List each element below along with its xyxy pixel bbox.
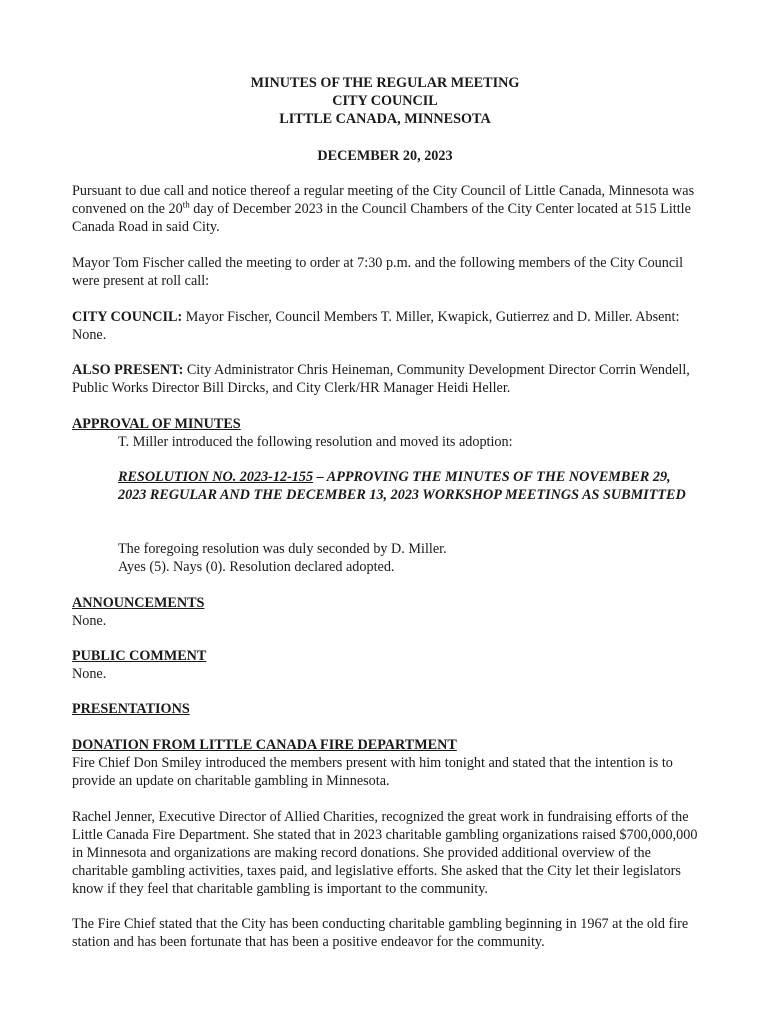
intro-text-end: day of December 2023 in the Council Chambers of the City Center located at 515 Little Canada Road in said City. [72,201,691,235]
donation-heading: DONATION FROM LITTLE CANADA FIRE DEPARTMENT [72,737,457,753]
call-to-order-paragraph: Mayor Tom Fischer called the meeting to order at 7:30 p.m. and the following members of the City Council were present at roll call: [72,255,684,289]
header-location: LITTLE CANADA, MINNESOTA [279,111,491,127]
resolution-number: RESOLUTION NO. 2023-12-155 [118,469,314,485]
announcements-text: None. [72,613,107,629]
resolution-seconded: The foregoing resolution was duly seconded by D. Miller. [118,541,447,557]
announcements-heading: ANNOUNCEMENTS [72,595,205,611]
also-present-paragraph [72,361,702,397]
resolution-block [118,468,698,504]
meeting-date: DECEMBER 20, 2023 [317,148,453,164]
resolution-text: – APPROVING THE MINUTES OF THE NOVEMBER 29, 2023 REGULAR AND THE DECEMBER 13, 2023 WORKSHOP MEETINGS AS SUBMITTED [118,469,686,503]
donation-paragraph-1: Fire Chief Don Smiley introduced the members present with him tonight and stated that the intention is to provide an update on charitable gambling in Minnesota. [72,755,673,789]
city-council-label: CITY COUNCIL: [72,309,183,325]
city-council-text: Mayor Fischer, Council Members T. Miller, Kwapick, Gutierrez and D. Miller. Absent: None. [72,309,680,343]
header-body: CITY COUNCIL [332,93,438,109]
city-council-paragraph [72,308,702,344]
document-header [0,74,770,128]
also-present-text: City Administrator Chris Heineman, Community Development Director Corrin Wendell, Public Works Director Bill Dircks, and City Clerk/HR Manager Heidi Heller. [72,362,690,396]
presentations-heading: PRESENTATIONS [72,701,190,717]
also-present-label: ALSO PRESENT: [72,362,184,378]
resolution-vote: Ayes (5). Nays (0). Resolution declared adopted. [118,559,395,575]
public-comment-text: None. [72,666,107,682]
donation-paragraph-3: The Fire Chief stated that the City has been conducting charitable gambling beginning in 1967 at the old fire station and has been fortunate that has been a positive endeavor for the community. [72,916,689,950]
header-title: MINUTES OF THE REGULAR MEETING [250,75,520,91]
donation-paragraph-2: Rachel Jenner, Executive Director of Allied Charities, recognized the great work in fundraising efforts of the Little Canada Fire Department. She stated that in 2023 charitable gambling organizations raised $700,000,000 in Minnesota and organizations are making record donations. She provided additional overview of the charitable gambling activities, taxes paid, and legislative efforts. She asked that the City let their legislators know if they feel that charitable gambling is important to the community. [72,809,698,897]
approval-intro: T. Miller introduced the following resolution and moved its adoption: [118,434,513,450]
public-comment-heading: PUBLIC COMMENT [72,648,207,664]
intro-paragraph [72,182,702,236]
intro-ordinal-suffix: th [182,199,190,210]
approval-heading: APPROVAL OF MINUTES [72,416,241,432]
intro-text-start: Pursuant to due call and notice thereof a regular meeting of the City Council of Little Canada, Minnesota was convened on the 20 [72,183,695,217]
